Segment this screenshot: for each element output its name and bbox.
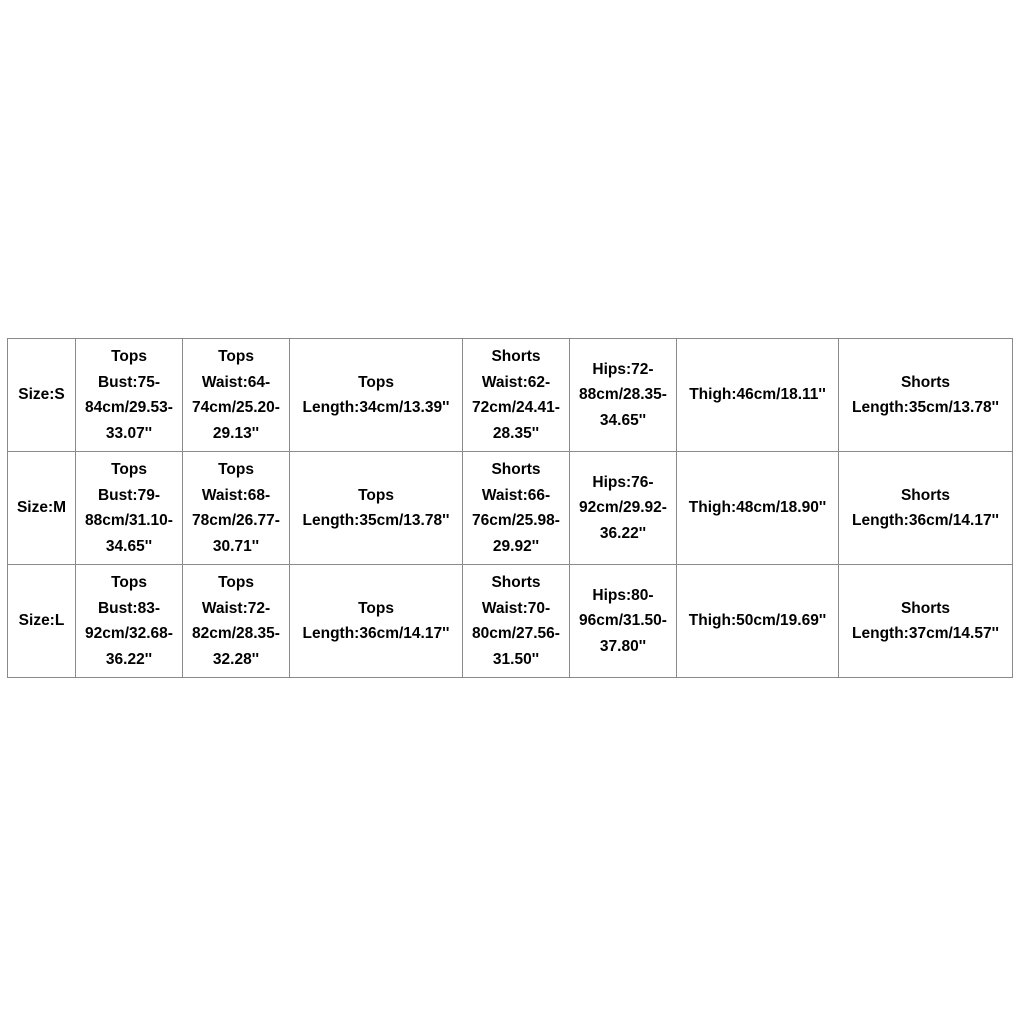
tops-waist-cell: Tops Waist:64- 74cm/25.20- 29.13'': [183, 339, 290, 452]
size-chart-table: [7, 338, 1013, 678]
shorts-length-cell: Shorts Length:35cm/13.78'': [839, 339, 1013, 452]
tops-length-cell: Tops Length:36cm/14.17'': [290, 565, 463, 678]
shorts-length-cell: Shorts Length:37cm/14.57'': [839, 565, 1013, 678]
thigh-cell: Thigh:46cm/18.11'': [677, 339, 839, 452]
size-label-cell: Size:M: [8, 452, 76, 565]
tops-bust-cell: Tops Bust:75- 84cm/29.53- 33.07'': [76, 339, 183, 452]
tops-bust-cell: Tops Bust:79- 88cm/31.10- 34.65'': [76, 452, 183, 565]
tops-bust-cell: Tops Bust:83- 92cm/32.68- 36.22'': [76, 565, 183, 678]
size-label-cell: Size:S: [8, 339, 76, 452]
shorts-length-cell: Shorts Length:36cm/14.17'': [839, 452, 1013, 565]
tops-waist-cell: Tops Waist:68- 78cm/26.77- 30.71'': [183, 452, 290, 565]
tops-length-cell: Tops Length:35cm/13.78'': [290, 452, 463, 565]
hips-cell: Hips:76- 92cm/29.92- 36.22'': [570, 452, 677, 565]
table-row: [8, 565, 1013, 678]
tops-length-cell: Tops Length:34cm/13.39'': [290, 339, 463, 452]
shorts-waist-cell: Shorts Waist:62- 72cm/24.41- 28.35'': [463, 339, 570, 452]
hips-cell: Hips:80- 96cm/31.50- 37.80'': [570, 565, 677, 678]
size-label-cell: Size:L: [8, 565, 76, 678]
thigh-cell: Thigh:50cm/19.69'': [677, 565, 839, 678]
tops-waist-cell: Tops Waist:72- 82cm/28.35- 32.28'': [183, 565, 290, 678]
table-row: [8, 339, 1013, 452]
hips-cell: Hips:72- 88cm/28.35- 34.65'': [570, 339, 677, 452]
shorts-waist-cell: Shorts Waist:66- 76cm/25.98- 29.92'': [463, 452, 570, 565]
table-row: [8, 452, 1013, 565]
thigh-cell: Thigh:48cm/18.90'': [677, 452, 839, 565]
shorts-waist-cell: Shorts Waist:70- 80cm/27.56- 31.50'': [463, 565, 570, 678]
